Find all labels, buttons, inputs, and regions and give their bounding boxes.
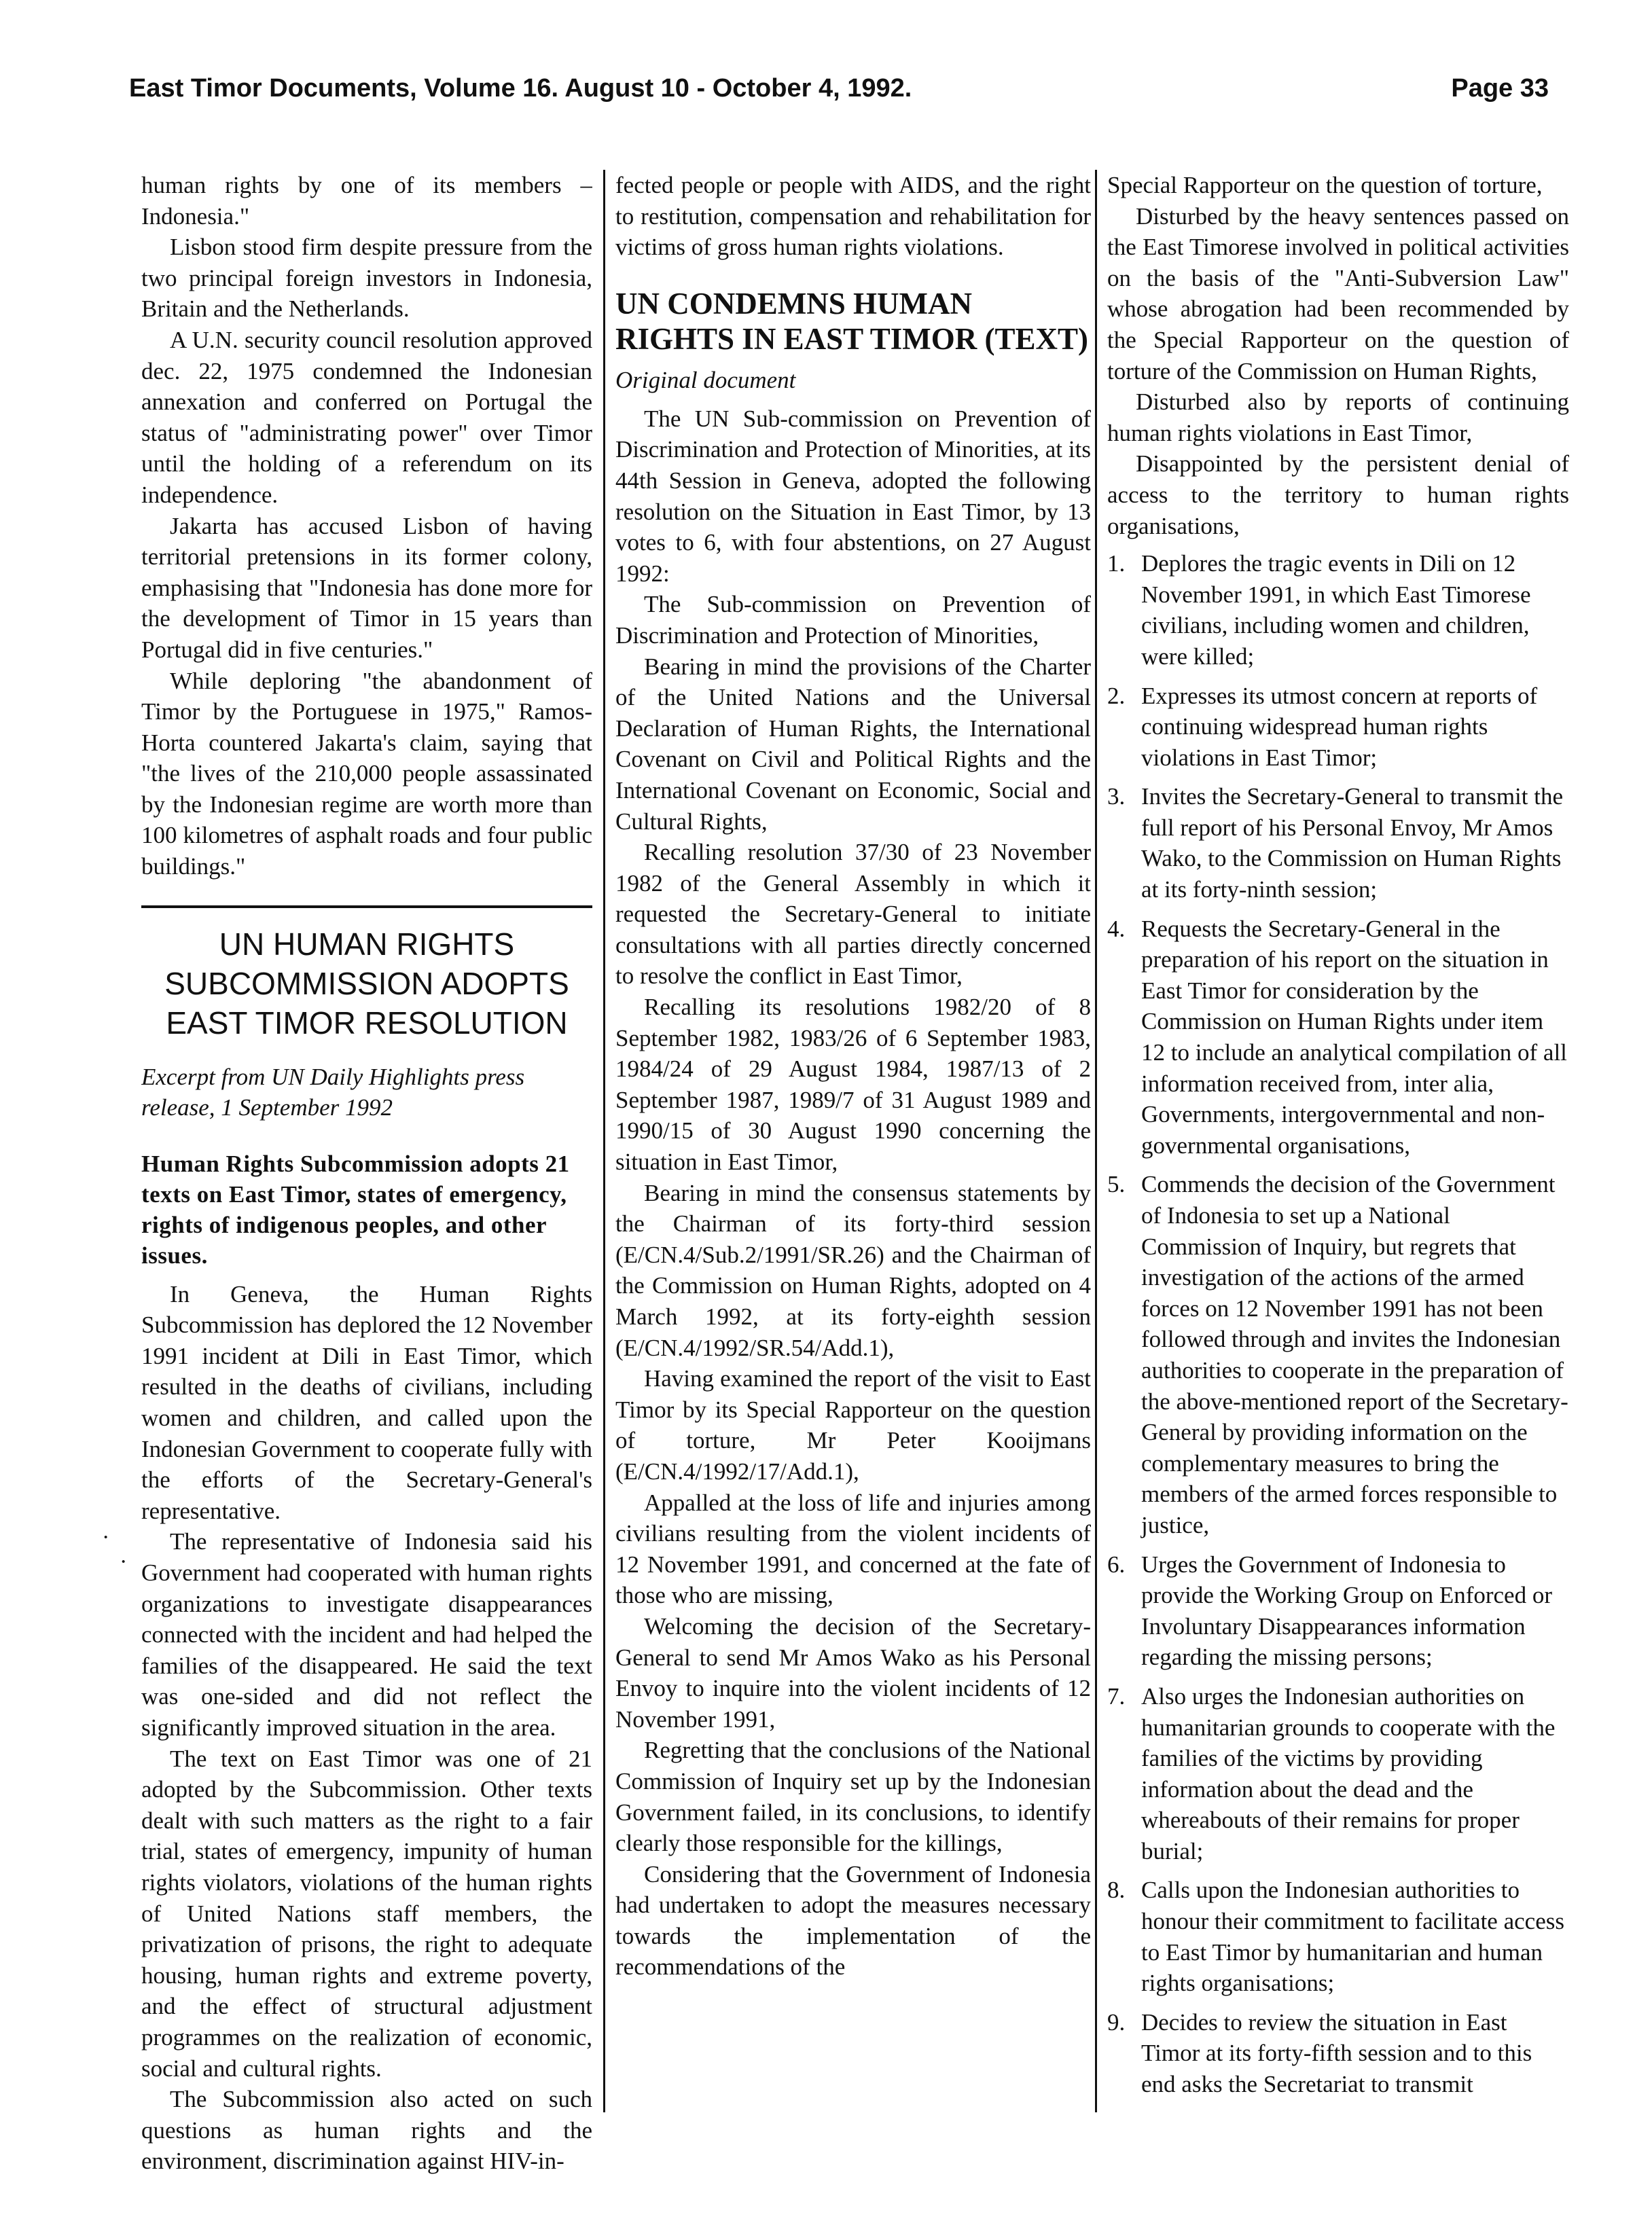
- column-1: [141, 170, 592, 2180]
- paragraph: A U.N. security council resolution approved dec. 22, 1975 condemned the Indonesian annexation and conferred on Portugal the status of "administrating power" over Timor until the holding of a referendum on its independence.: [141, 326, 592, 508]
- paragraph: In Geneva, the Human Rights Subcommission has deplored the 12 November 1991 incident at Dili in East Timor, which resulted in the deaths of civilians, including women and children, and called upon the Indonesian Government to cooperate fully with the efforts of the Secretary-General's representative.: [141, 1280, 592, 1524]
- resolution-item: [1107, 548, 1569, 672]
- paragraph: The text on East Timor was one of 21 adopted by the Subcommission. Other texts dealt with such matters as the right to a fair trial, states of emergency, impunity of human rights violators, violations of the human rights of United Nations staff members, the privatization of prisons, the right to adequate housing, human rights and extreme poverty, and the effect of structural adjustment programmes on the realization of economic, social and cultural rights.: [141, 1745, 592, 2082]
- item-number: 5.: [1107, 1171, 1126, 1198]
- resolution-item: [1107, 1549, 1569, 1673]
- paragraph: Regretting that the conclusions of the National Commission of Inquiry set up by the Indonesian Government failed, in its conclusions, to identify clearly those responsible for the killings,: [615, 1737, 1091, 1857]
- article-headline: UN HUMAN RIGHTS SUBCOMMISSION ADOPTS EAST TIMOR RESOLUTION: [164, 926, 569, 1041]
- paragraph: fected people or people with AIDS, and the right to restitution, compensation and rehabilitation for victims of gross human rights violations.: [615, 172, 1091, 261]
- item-number: 4.: [1107, 915, 1126, 942]
- item-number: 7.: [1107, 1682, 1126, 1710]
- item-text: Calls upon the Indonesian authorities to honour their commitment to facilitate access to East Timor by humanitarian and human rights organisations;: [1141, 1877, 1564, 1997]
- resolution-item: [1107, 1681, 1569, 1867]
- item-number: 9.: [1107, 2008, 1126, 2036]
- paragraph: The representative of Indonesia said his Government had cooperated with human rights organizations to investigate disappearances connected with the incident and had helped the families of the disappeared. He said the text was one-sided and did not reflect the significantly improved situation in the area.: [141, 1528, 592, 1741]
- item-number: 1.: [1107, 550, 1126, 577]
- item-text: Decides to review the situation in East Timor at its forty-fifth session and to this end asks the Secretariat to transmit: [1141, 2008, 1532, 2098]
- page-header: [129, 68, 1549, 115]
- item-text: Urges the Government of Indonesia to provide the Working Group on Enforced or Involuntary Disappearances information regarding the missing persons;: [1141, 1551, 1552, 1671]
- column-2: [615, 170, 1091, 2180]
- item-number: 2.: [1107, 682, 1126, 709]
- section-separator: [141, 905, 592, 908]
- paragraph: Bearing in mind the provisions of the Charter of the United Nations and the Universal Declaration of Human Rights, the International Covenant on Civil and Political Rights and the International Covenant on Economic, Social and Cultural Rights,: [615, 653, 1091, 835]
- article-source: Excerpt from UN Daily Highlights press release, 1 September 1992: [141, 1063, 525, 1121]
- item-text: Invites the Secretary-General to transmit the full report of his Personal Envoy, Mr Amos Wako, to the Commission on Human Rights at its forty-ninth session;: [1141, 783, 1564, 903]
- column-divider-1: [603, 170, 605, 2112]
- paragraph: Special Rapporteur on the question of torture,: [1107, 172, 1543, 198]
- item-text: Also urges the Indonesian authorities on humanitarian grounds to cooperate with the families of the victims by providing information about the dead and the whereabouts of their remains for proper burial;: [1141, 1682, 1556, 1864]
- paragraph: Disturbed also by reports of continuing human rights violations in East Timor,: [1107, 389, 1569, 446]
- paragraph: Disappointed by the persistent denial of access to the territory to human rights organisations,: [1107, 450, 1569, 539]
- item-text: Expresses its utmost concern at reports of continuing widespread human rights violations in East Timor;: [1141, 682, 1538, 771]
- paragraph: Jakarta has accused Lisbon of having territorial pretensions in its former colony, emphasising that "Indonesia has done more for the development of Timor in 15 years than Portugal did in five centuries.": [141, 512, 592, 663]
- item-number: 3.: [1107, 783, 1126, 810]
- paragraph: The Sub-commission on Prevention of Discrimination and Protection of Minorities,: [615, 591, 1091, 649]
- article-subheading: Human Rights Subcommission adopts 21 texts on East Timor, states of emergency, rights of indigenous peoples, and other issues.: [141, 1150, 570, 1269]
- article-headline: UN CONDEMNS HUMAN RIGHTS IN EAST TIMOR (TEXT): [615, 286, 1089, 356]
- paragraph: Considering that the Government of Indonesia had undertaken to adopt the measures necessary towards the implementation of the recommendations of the: [615, 1860, 1091, 1981]
- resolution-item: [1107, 914, 1569, 1161]
- item-number: 6.: [1107, 1551, 1126, 1578]
- item-text: Commends the decision of the Government of Indonesia to set up a National Commission of Inquiry, but regrets that investigation of the actions of the armed forces on 12 November 1991 has not been followed through and invites the Indonesian authorities to cooperate in the preparation of the above-mentioned report of the Secretary-General by providing information on the complementary measures to bring the members of the armed forces responsible to justice,: [1141, 1171, 1568, 1538]
- paragraph: Having examined the report of the visit to East Timor by its Special Rapporteur on the question of torture, Mr Peter Kooijmans (E/CN.4/1992/17/Add.1),: [615, 1365, 1091, 1485]
- paragraph: Lisbon stood firm despite pressure from the two principal foreign investors in Indonesia, Britain and the Netherlands.: [141, 234, 592, 323]
- paragraph: While deploring "the abandonment of Timor by the Portuguese in 1975," Ramos-Horta countered Jakarta's claim, saying that "the lives of the 210,000 people assassinated by the Indonesian regime are worth more than 100 kilometres of asphalt roads and four public buildings.": [141, 667, 592, 880]
- paragraph: The Subcommission also acted on such questions as human rights and the environment, discrimination against HIV-in-: [141, 2086, 592, 2175]
- page-number: Page 33: [1451, 74, 1549, 103]
- paragraph: Disturbed by the heavy sentences passed on the East Timorese involved in political activities on the basis of the "Anti-Subversion Law" whose abrogation had been recommended by the Special Rapporteur on the question of torture of the Commission on Human Rights,: [1107, 202, 1569, 384]
- paragraph: human rights by one of its members – Indonesia.": [141, 172, 592, 230]
- resolution-item: [1107, 1169, 1569, 1540]
- item-number: 8.: [1107, 1877, 1126, 1904]
- resolution-item: [1107, 2007, 1569, 2100]
- paragraph: Recalling resolution 37/30 of 23 November 1982 of the General Assembly in which it requested the Secretary-General to initiate consultations with all parties directly concerned to resolve the conflict in East Timor,: [615, 839, 1091, 990]
- publication-title: East Timor Documents, Volume 16. August 10 - October 4, 1992.: [129, 74, 912, 103]
- column-divider-2: [1095, 170, 1097, 2112]
- item-text: Requests the Secretary-General in the preparation of his report on the situation in East Timor for consideration by the Commission on Human Rights under item 12 to include an analytical compilation of all information received from, inter alia, Governments, intergovernmental and non-governmental organisations,: [1141, 915, 1567, 1159]
- margin-mark: ·: [102, 1525, 110, 1550]
- paragraph: Appalled at the loss of life and injuries among civilians resulting from the violent incidents of 12 November 1991, and concerned at the fate of those who are missing,: [615, 1489, 1091, 1609]
- paragraph: Bearing in mind the consensus statements by the Chairman of its forty-third session (E/CN.4/Sub.2/1991/SR.26) and the Chairman of the Commission on Human Rights, adopted on 4 March 1992, at its forty-eighth session (E/CN.4/1992/SR.54/Add.1),: [615, 1179, 1091, 1361]
- paragraph: The UN Sub-commission on Prevention of Discrimination and Protection of Minorities, at its 44th Session in Geneva, adopted the following resolution on the Situation in East Timor, by 13 votes to 6, with four abstentions, on 27 August 1992:: [615, 405, 1091, 587]
- item-text: Deplores the tragic events in Dili on 12 November 1991, in which East Timorese civilians, including women and children, were killed;: [1141, 550, 1531, 670]
- column-3: [1107, 170, 1569, 2180]
- margin-mark: ·: [120, 1549, 128, 1574]
- paragraph: Recalling its resolutions 1982/20 of 8 September 1982, 1983/26 of 6 September 1983, 1984/24 of 29 August 1984, 1987/13 of 2 September 1987, 1989/7 of 31 August 1989 and 1990/15 of 30 August 1990 concerning the situation in East Timor,: [615, 994, 1091, 1176]
- resolution-item: [1107, 681, 1569, 774]
- article-source: Original document: [615, 366, 796, 393]
- resolution-item: [1107, 1875, 1569, 1998]
- resolution-item: [1107, 781, 1569, 905]
- paragraph: Welcoming the decision of the Secretary-General to send Mr Amos Wako as his Personal Envoy to inquire into the violent incidents of 12 November 1991,: [615, 1612, 1091, 1733]
